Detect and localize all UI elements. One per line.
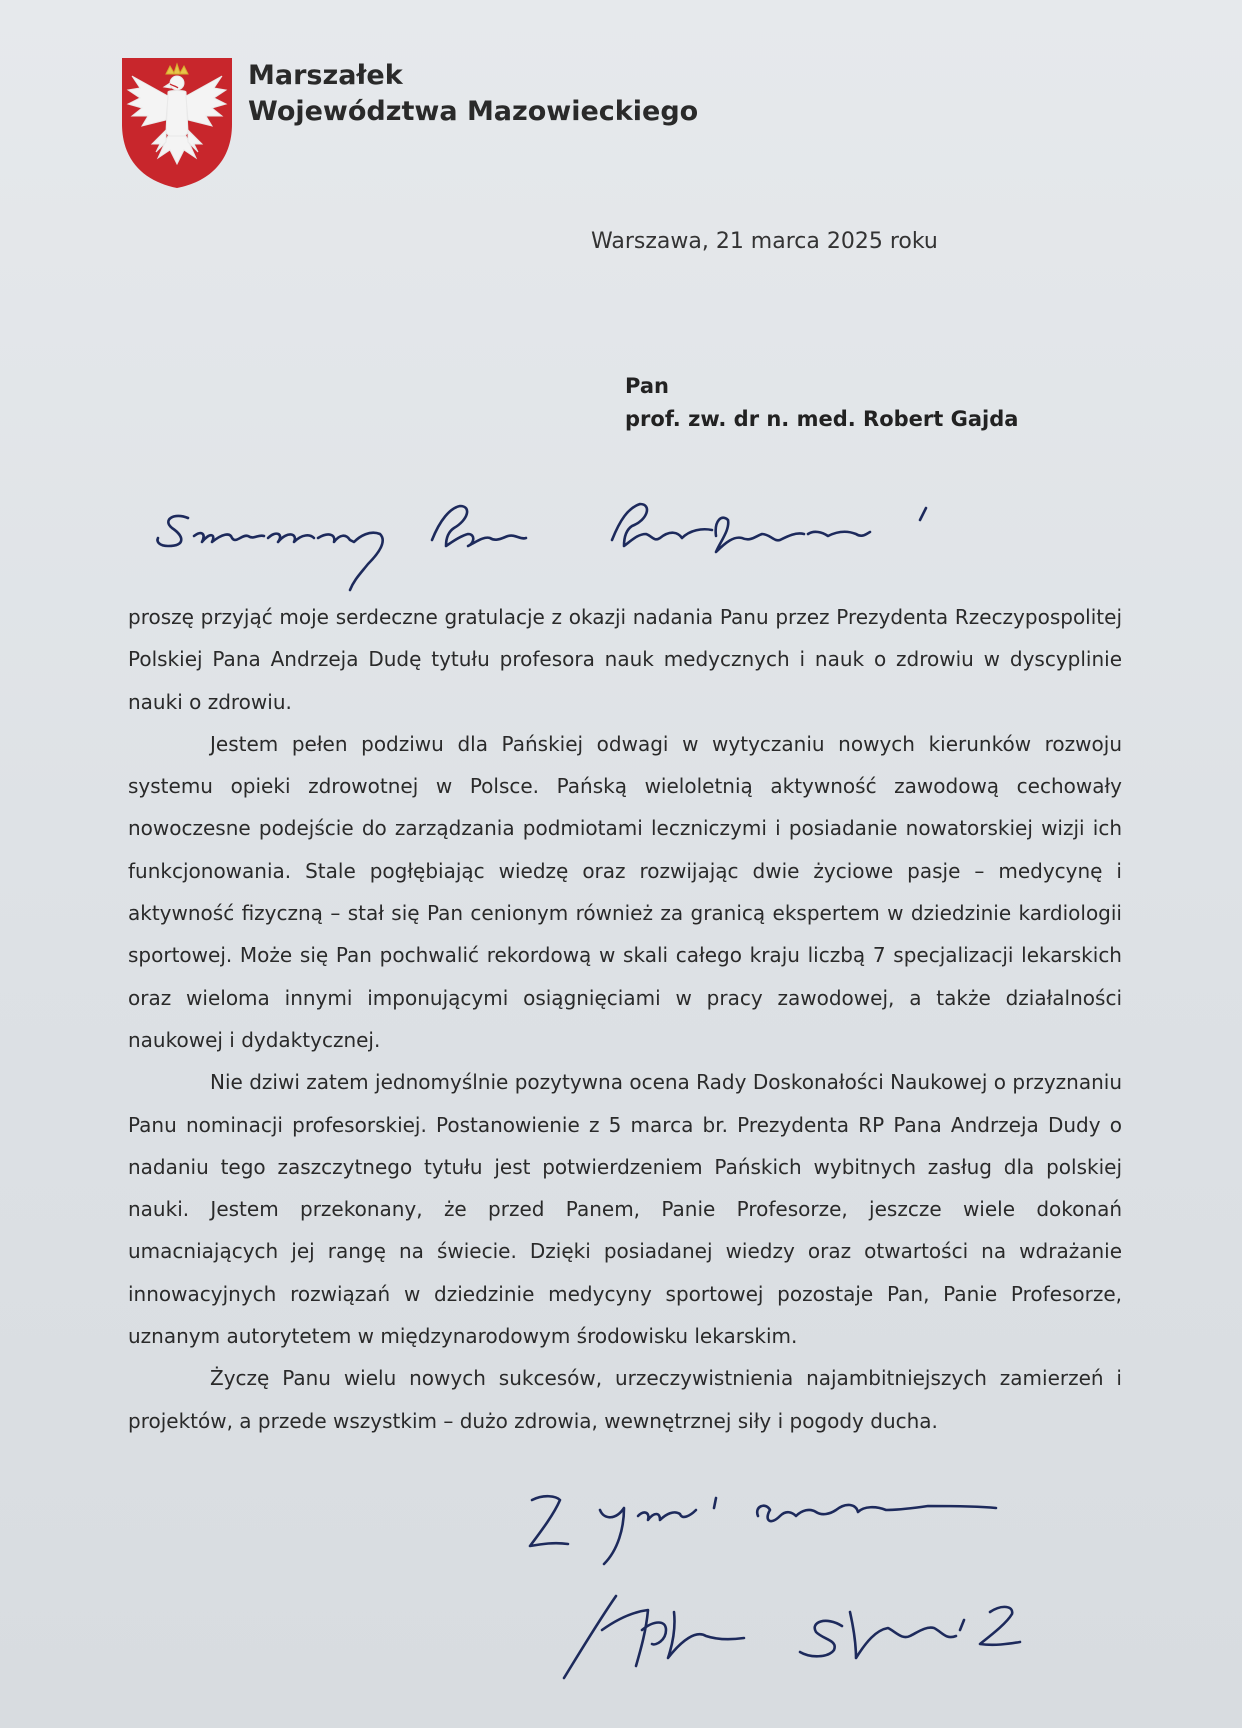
mazovia-eagle-crest-icon xyxy=(118,54,236,190)
letter-body xyxy=(128,596,1122,1442)
addressee-salutation: Pan xyxy=(625,374,669,398)
handwritten-closing xyxy=(530,1496,996,1564)
paragraph-admiration: Jestem pełen podziwu dla Pańskiej odwagi w wytyczaniu nowych kierunków rozwoju systemu opieki zdrowotnej w Polsce. Pańską wieloletnią aktywność zawodową cechowały nowoczesne podejście do zarządzania podmiotami leczniczymi i posiadanie nowatorskiej wizji ich funkcjonowania. Stale pogłębiając wiedzę oraz rozwijając dwie życiowe pasje – medycynę i aktywność fizyczną – stał się Pan cenionym również za granicą ekspertem w dziedzinie kardiologii sportowej. Może się Pan pochwalić rekordową w skali całego kraju liczbą 7 specjalizacji lekarskich oraz wieloma innymi imponującymi osiągnięciami w pracy zawodowej, a także działalności naukowej i dydaktycznej. xyxy=(128,731,1122,1052)
sender-organization xyxy=(248,58,698,130)
addressee-name: prof. zw. dr n. med. Robert Gajda xyxy=(625,407,1019,431)
paragraph-wishes: Życzę Panu wielu nowych sukcesów, urzeczywistnienia najambitniejszych zamierzeń i projektów, a przede wszystkim – dużo zdrowia, wewnętrznej siły i pogody ducha. xyxy=(128,1366,1122,1433)
letter-date: Warszawa, 21 marca 2025 roku xyxy=(591,229,938,254)
sender-region: Województwa Mazowieckiego xyxy=(248,96,699,127)
sender-title: Marszałek xyxy=(248,60,403,91)
handwritten-signature xyxy=(564,1596,1020,1678)
addressee-block xyxy=(625,370,1018,436)
handwritten-closing-and-signature xyxy=(520,1480,1120,1700)
paragraph-nomination: Nie dziwi zatem jednomyślnie pozytywna ocena Rady Doskonałości Naukowej o przyznaniu Panu nominacji profesorskiej. Postanowienie z 5 marca br. Prezydenta RP Pana Andrzeja Dudy o nadaniu tego zaszczytnego tytułu jest potwierdzeniem Pańskich wybitnych zasług dla polskiej nauki. Jestem przekonany, że przed Panem, Panie Profesorze, jeszcze wiele dokonań umacniających jej rangę na świecie. Dzięki posiadanej wiedzy oraz otwartości na wdrażanie innowacyjnych rozwiązań w dziedzinie medycyny sportowej pozostaje Pan, Panie Profesorze, uznanym autorytetem w międzynarodowym środowisku lekarskim. xyxy=(128,1070,1122,1349)
paragraph-congratulations: proszę przyjąć moje serdeczne gratulacje z okazji nadania Panu przez Prezydenta Rzeczypospolitej Polskiej Pana Andrzeja Dudę tytułu profesora nauk medycznych i nauk o zdrowiu w dyscyplinie nauki o zdrowiu. xyxy=(128,605,1122,714)
handwritten-salutation xyxy=(150,490,950,600)
